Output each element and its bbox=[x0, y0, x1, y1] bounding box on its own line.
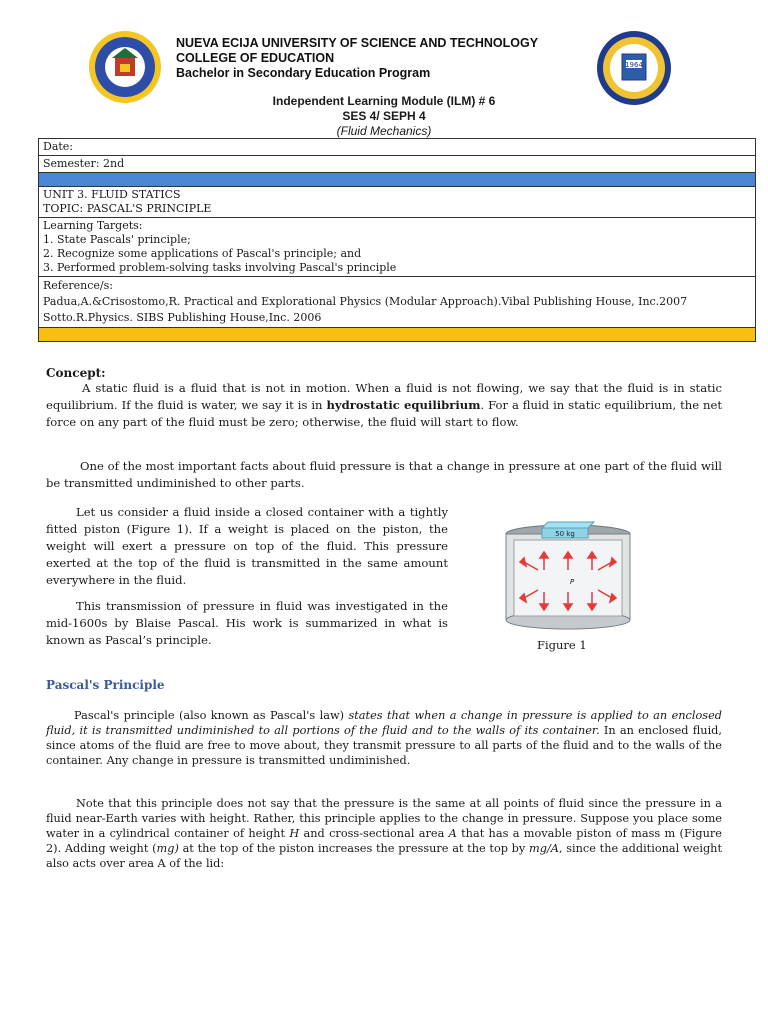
references-label: Reference/s: bbox=[43, 279, 113, 292]
pressure-formula: mg/A bbox=[529, 842, 559, 855]
subject-name: (Fluid Mechanics) bbox=[336, 124, 432, 138]
references-cell bbox=[39, 277, 756, 328]
concept-p1-text-end: . For a fluid in static equilibrium, the net force on any part of the fluid must be zero; otherwise, the fluid will start to flow. bbox=[46, 398, 722, 429]
weight-label: 50 kg bbox=[555, 530, 575, 538]
piston-container-figure bbox=[480, 512, 660, 632]
concept-paragraph-1 bbox=[46, 380, 722, 431]
pascal-p2-text-end: , since the additional weight also acts over area A of the lid: bbox=[46, 842, 722, 870]
weight-symbol: mg) bbox=[156, 842, 179, 855]
pascal-paragraph-1 bbox=[46, 708, 722, 768]
pascal-p2-text: Note that this principle does not say that the pressure is the same at all points of fluid since the pressure in a fluid near-Earth varies with height. Rather, this principle applies to the change in pressure. Suppose you place some water in a cylindrical container of height bbox=[46, 797, 722, 840]
pascal-paragraph-2 bbox=[46, 796, 722, 871]
college-name: COLLEGE OF EDUCATION bbox=[176, 51, 335, 65]
reference-item: Padua,A.&Crisostomo,R. Practical and Explorational Physics (Modular Approach).Vibal Publishing House, Inc.2007 bbox=[43, 295, 688, 308]
figure-1-caption: Figure 1 bbox=[537, 638, 587, 652]
unit-label: UNIT 3. FLUID STATICS bbox=[43, 188, 181, 201]
institution-block bbox=[176, 36, 538, 81]
topic-label: TOPIC: PASCAL'S PRINCIPLE bbox=[43, 202, 212, 215]
learning-targets-cell bbox=[39, 218, 756, 277]
pressure-label: P bbox=[570, 578, 575, 586]
university-name: NUEVA ECIJA UNIVERSITY OF SCIENCE AND TECHNOLOGY bbox=[176, 36, 539, 50]
targets-label: Learning Targets: bbox=[43, 219, 143, 232]
pascal-p1-text: Pascal's principle (also known as Pascal's law) bbox=[74, 709, 349, 722]
document-header bbox=[0, 0, 768, 140]
course-code: SES 4/ SEPH 4 bbox=[342, 109, 426, 123]
concept-heading: Concept: bbox=[46, 366, 106, 380]
pascal-p2-text: at the top of the piston increases the pressure at the top by bbox=[178, 842, 530, 855]
blue-band bbox=[39, 173, 756, 187]
area-symbol: A bbox=[448, 827, 457, 840]
semester-cell: Semester: 2nd bbox=[39, 156, 756, 173]
gold-band bbox=[39, 328, 756, 342]
module-heading bbox=[0, 94, 768, 139]
pascal-p2-text: that has a movable piston of mass m (Figure 2). Adding weight ( bbox=[46, 827, 722, 855]
reference-item: Sotto.R.Physics. SIBS Publishing House,Inc. 2006 bbox=[43, 311, 322, 324]
pascal-p1-text-end: In an enclosed fluid, since atoms of the fluid are free to move about, they transmit pressure to all parts of the fluid and to the walls of the container. Any change in pressure is transmitted undiminished. bbox=[46, 724, 723, 767]
target-item: 2. Recognize some applications of Pascal's principle; and bbox=[43, 247, 362, 260]
concept-p1-text: A static fluid is a fluid that is not in motion. When a fluid is not flowing, we say that the fluid is in static equilibrium. If the fluid is water, we say it is in bbox=[46, 381, 722, 412]
target-item: 3. Performed problem-solving tasks involving Pascal's principle bbox=[43, 261, 397, 274]
concept-paragraph-2: One of the most important facts about fluid pressure is that a change in pressure at one part of the fluid will be transmitted undiminished to other parts. bbox=[46, 459, 722, 490]
module-title: Independent Learning Module (ILM) # 6 bbox=[272, 94, 496, 108]
university-seal-logo bbox=[88, 30, 162, 104]
concept-paragraph-4: This transmission of pressure in fluid was investigated in the mid-1600s by Blaise Pascal. His work is summarized in what is known as Pascal’s principle. bbox=[46, 599, 448, 647]
height-symbol: H bbox=[289, 827, 300, 840]
target-item: 1. State Pascals' principle; bbox=[43, 233, 191, 246]
pascal-p2-text: and cross-sectional area bbox=[299, 827, 449, 840]
pascal-principle-statement: states that when a change in pressure is applied to an enclosed fluid, it is transmitted undiminished to all portions of the fluid and to the walls of its container. bbox=[46, 709, 722, 737]
pascal-section-heading: Pascal's Principle bbox=[46, 678, 165, 692]
unit-cell bbox=[39, 187, 756, 218]
concept-paragraph-3: Let us consider a fluid inside a closed container with a tightly fitted piston (Figure 1). If a weight is placed on the piston, the weight will exert a pressure on top of the fluid. This pressure exerted at the top of the fluid is transmitted in the same amount everywhere in the fluid. bbox=[46, 505, 448, 587]
program-name: Bachelor in Secondary Education Program bbox=[176, 66, 431, 80]
seal-year: 1964 bbox=[625, 61, 643, 69]
module-info-table bbox=[38, 138, 756, 342]
hydrostatic-term: hydrostatic equilibrium bbox=[326, 398, 481, 412]
date-cell: Date: bbox=[39, 139, 756, 156]
